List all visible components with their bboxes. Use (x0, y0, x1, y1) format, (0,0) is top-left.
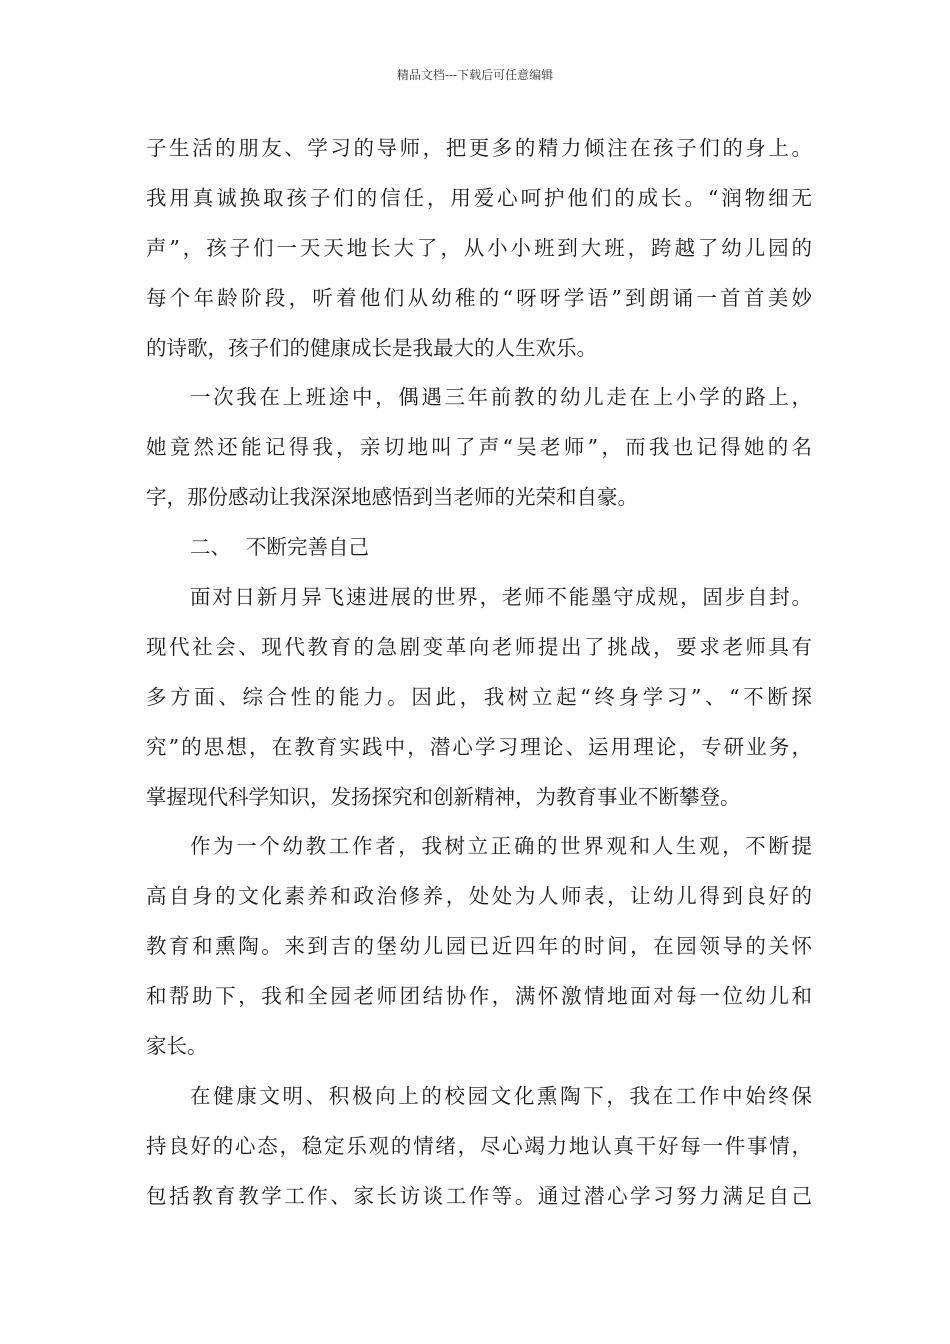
page-header: 精品文档---下载后可任意编辑 (396, 68, 554, 82)
section-heading (146, 523, 812, 573)
text-line: 每个年龄阶段，听着他们从幼稚的“呀呀学语”到朗诵一首首美妙 (146, 285, 812, 310)
text-line: 的诗歌，孩子们的健康成长是我最大的人生欢乐。 (146, 335, 597, 360)
text-line: 持良好的心态，稳定乐观的情绪，尽心竭力地认真干好每一件事情， (146, 1133, 812, 1158)
text-line: 教育和熏陶。来到吉的堡幼儿园已近四年的时间，在园领导的关怀 (146, 934, 812, 959)
text-line: 高自身的文化素养和政治修养，处处为人师表，让幼儿得到良好的 (146, 884, 812, 909)
text-line: 包括教育教学工作、家长访谈工作等。通过潜心学习努力满足自己 (146, 1183, 812, 1208)
text-line: 在健康文明、积极向上的校园文化熏陶下，我在工作中始终保 (190, 1083, 812, 1108)
text-line: 声”，孩子们一天天地长大了，从小小班到大班，跨越了幼儿园的 (146, 235, 812, 260)
text-line: 究”的思想，在教育实践中，潜心学习理论、运用理论，专研业务， (146, 734, 812, 759)
text-line: 她竟然还能记得我，亲切地叫了声“吴老师”，而我也记得她的名 (146, 435, 812, 460)
text-line: 作为一个幼教工作者，我树立正确的世界观和人生观，不断提 (190, 834, 812, 859)
text-line: 掌握现代科学知识，发扬探究和创新精神，为教育事业不断攀登。 (146, 784, 741, 809)
text-line: 多方面、综合性的能力。因此，我树立起“终身学习”、“不断探 (146, 684, 812, 709)
text-line: 一次我在上班途中，偶遇三年前教的幼儿走在上小学的路上， (190, 385, 812, 410)
document-body (146, 124, 812, 1222)
text-line: 字，那份感动让我深深地感悟到当老师的光荣和自豪。 (146, 485, 638, 510)
text-line: 面对日新月异飞速进展的世界，老师不能墨守成规，固步自封。 (190, 585, 812, 610)
section-number: 二、 (190, 535, 231, 560)
text-line: 现代社会、现代教育的急剧变革向老师提出了挑战，要求老师具有 (146, 634, 812, 659)
text-line: 和帮助下，我和全园老师团结协作，满怀激情地面对每一位幼儿和 (146, 984, 812, 1009)
text-line: 子生活的朋友、学习的导师，把更多的精力倾注在孩子们的身上。 (146, 136, 812, 160)
section-title: 不断完善自己 (246, 535, 369, 560)
text-line: 家长。 (146, 1034, 208, 1059)
text-line: 我用真诚换取孩子们的信任，用爱心呵护他们的成长。“润物细无 (146, 185, 812, 210)
